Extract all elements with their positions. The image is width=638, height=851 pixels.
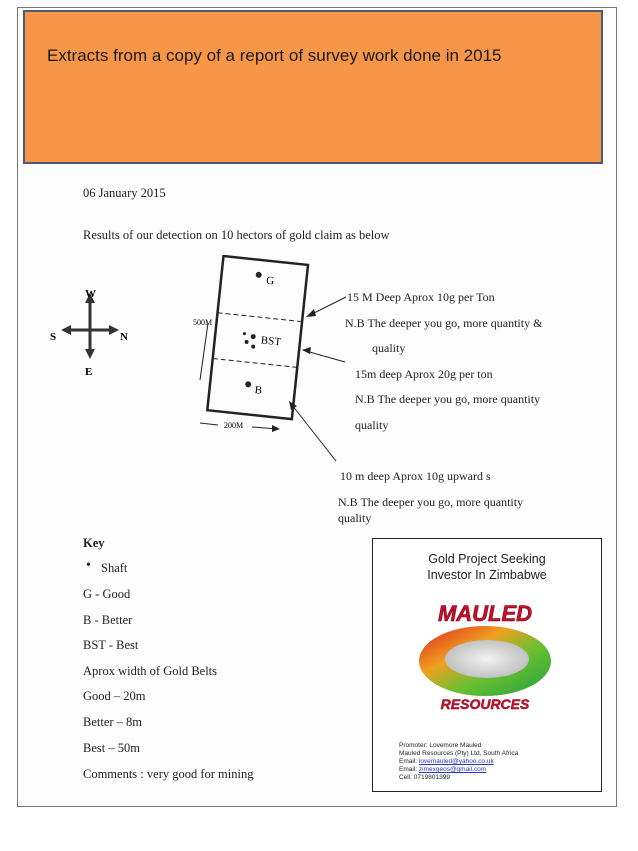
logo-text-top: MAULED xyxy=(437,601,533,626)
belt-divider-top xyxy=(218,313,303,322)
mauled-resources-logo xyxy=(407,593,567,718)
pointer-arrow-good xyxy=(310,297,346,315)
advert-promoter: Promoter: Lovemore Mauled xyxy=(399,742,482,749)
claim-map xyxy=(207,256,308,419)
annotation-2-line2: N.B The deeper you go, more quantity xyxy=(355,392,541,406)
advert-email-1-link[interactable]: lovemauled@yahoo.co.uk xyxy=(418,758,494,765)
compass-down-arrowhead xyxy=(85,349,95,359)
belt-divider-bottom xyxy=(213,358,298,367)
shaft-best-1 xyxy=(250,334,255,339)
annotation-2-line3: quality xyxy=(355,418,389,432)
width-label: 200M xyxy=(224,421,244,430)
zone-better-label: B xyxy=(254,384,263,397)
shaft-best-4 xyxy=(243,332,246,335)
compass-right-arrowhead xyxy=(109,325,119,335)
key-item-good: G - Good xyxy=(83,587,131,601)
key-item-better-width: Better – 8m xyxy=(83,715,143,729)
zone-best-label: BST xyxy=(260,334,282,349)
compass-east-label: E xyxy=(85,366,93,378)
width-arrowhead xyxy=(272,425,280,432)
annotation-3-line2: N.B The deeper you go, more quantity xyxy=(338,495,524,509)
pointer-arrowhead-good xyxy=(306,309,316,317)
shaft-best-2 xyxy=(244,340,248,344)
logo-ring-center xyxy=(445,640,529,678)
advert-email-2-label: Email: xyxy=(399,766,419,773)
height-label: 500M xyxy=(193,318,213,327)
advert-email-1-row xyxy=(399,758,494,765)
shaft-good xyxy=(255,272,262,279)
key-item-belt-widths: Aprox width of Gold Belts xyxy=(83,664,218,678)
advert-company: Mauled Resources (Pty) Ltd, South Africa xyxy=(399,750,519,757)
compass-south-label: S xyxy=(50,331,57,343)
height-dimension-line xyxy=(200,323,208,380)
key-title: Key xyxy=(83,536,105,550)
annotation-1-line2: N.B The deeper you go, more quantity & xyxy=(345,316,543,330)
pointer-arrowhead-best xyxy=(302,347,311,354)
annotation-1-line1: 15 M Deep Aprox 10g per Ton xyxy=(347,290,495,304)
zone-good-label: G xyxy=(265,274,275,288)
compass xyxy=(50,288,128,378)
annotation-2-line1: 15m deep Aprox 20g per ton xyxy=(355,367,493,381)
pointer-arrow-best xyxy=(306,351,345,362)
annotation-1-line3: quality xyxy=(372,341,406,355)
key-comments: Comments : very good for mining xyxy=(83,767,254,781)
key-item-better: B - Better xyxy=(83,613,133,627)
annotation-3-line1: 10 m deep Aprox 10g upward s xyxy=(340,469,491,483)
advert-title-line2: Investor In Zimbabwe xyxy=(427,568,547,582)
header-banner xyxy=(23,10,603,164)
compass-west-label: W xyxy=(85,288,96,300)
banner-title: Extracts from a copy of a report of survey work done in 2015 xyxy=(47,46,502,65)
width-dimension-left xyxy=(200,423,218,425)
report-date: 06 January 2015 xyxy=(83,186,166,200)
advert-email-1-label: Email: xyxy=(399,758,419,765)
report-intro: Results of our detection on 10 hectors of gold claim as below xyxy=(83,228,390,242)
investor-advert xyxy=(372,538,602,792)
shaft-best-3 xyxy=(251,344,255,348)
shaft-better xyxy=(245,381,252,388)
key-item-best: BST - Best xyxy=(83,638,139,652)
annotation-3-line3: quality xyxy=(338,511,372,525)
compass-north-label: N xyxy=(120,331,128,343)
logo-text-bottom: RESOURCES xyxy=(440,696,530,712)
advert-email-2-link[interactable]: zimexgeos@gmail.com xyxy=(418,766,487,773)
key-item-good-width: Good – 20m xyxy=(83,689,146,703)
pointer-arrow-better xyxy=(292,405,336,461)
advert-cell: Cell: 0719801399 xyxy=(399,774,450,781)
key-item-best-width: Best – 50m xyxy=(83,741,140,755)
advert-email-2-row xyxy=(399,766,486,773)
compass-left-arrowhead xyxy=(61,325,71,335)
key-item-shaft: Shaft xyxy=(101,561,128,575)
advert-title-line1: Gold Project Seeking xyxy=(428,552,546,566)
shaft-bullet-icon: • xyxy=(86,558,91,573)
